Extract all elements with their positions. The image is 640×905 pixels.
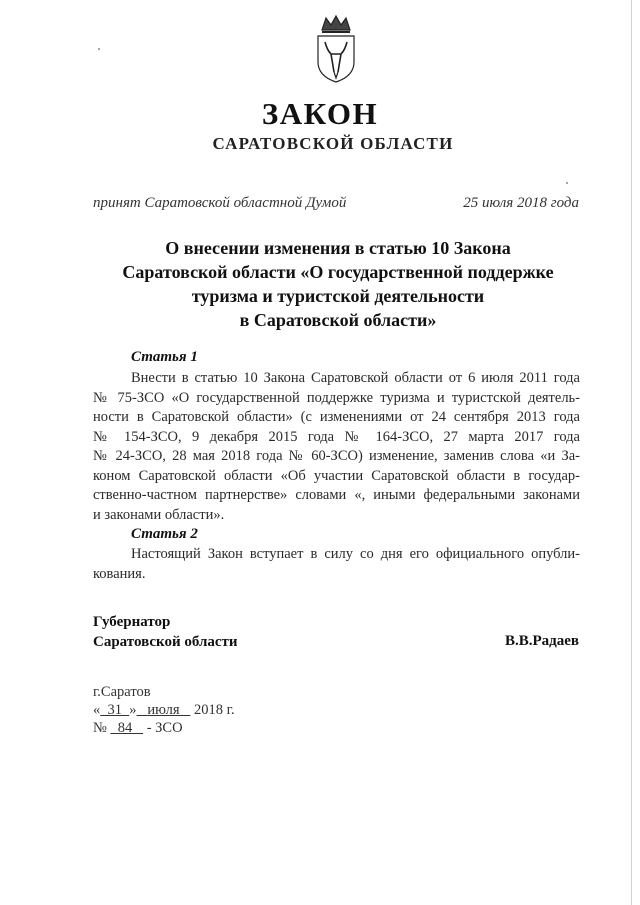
adopted-by-line: принят Саратовской областной Думой: [93, 195, 347, 211]
signing-date: « 31 » июля 2018 г.: [93, 702, 235, 718]
article-2-line: кования.: [93, 565, 146, 582]
article-1-line: коном Саратовской области «Об участии Саратовской области в государ-: [93, 467, 580, 484]
signing-day: 31: [107, 702, 122, 718]
document-heading: [90, 236, 586, 332]
saratov-coat-of-arms-icon: [314, 14, 358, 84]
governor-title: [93, 612, 238, 652]
article-1-body: [93, 369, 580, 525]
scan-speck: [566, 182, 568, 184]
signing-city: г.Саратов: [93, 684, 151, 700]
article-1-line: № 24-ЗСО, 28 мая 2018 года № 60-ЗСО) изменение, заменив слова «и За-: [93, 448, 580, 464]
heading-line: О внесении изменения в статью 10 Закона: [165, 238, 511, 258]
article-2-line: Настоящий Закон вступает в силу со дня его официального опубли-: [131, 546, 580, 562]
article-1-line: Внести в статью 10 Закона Саратовской области от 6 июля 2011 года: [131, 370, 580, 386]
number-value: 84: [117, 720, 133, 736]
law-number: [93, 719, 235, 737]
article-2-label: Статья 2: [131, 526, 198, 542]
scan-speck: [98, 48, 100, 50]
article-1-label: Статья 1: [131, 349, 198, 365]
article-1-line: № 154-ЗСО, 9 декабря 2015 года № 164-ЗСО, 27 марта 2017 года: [93, 428, 580, 445]
governor-title-line: Саратовской области: [93, 634, 238, 650]
signing-details: [93, 683, 235, 737]
article-2-body: [93, 545, 580, 584]
heading-line: Саратовской области «О государственной поддержке: [122, 262, 554, 282]
signing-year: 2018 г.: [194, 702, 235, 718]
article-1-line: и законами области».: [93, 506, 225, 523]
heading-line: туризма и туристской деятельности: [191, 286, 485, 306]
number-suffix: - ЗСО: [146, 720, 183, 736]
governor-name: В.В.Радаев: [504, 633, 579, 649]
governor-title-line: Губернатор: [93, 614, 171, 630]
article-1-line: ственно-частном партнерстве» словами «, иными федеральными законами: [93, 487, 580, 503]
article-1-line: ности в Саратовской области» (с изменениями от 24 сентября 2013 года: [93, 409, 580, 425]
number-prefix: №: [93, 720, 107, 736]
signing-month: июля: [147, 702, 180, 718]
heading-line: в Саратовской области»: [239, 310, 437, 330]
article-1-line: № 75-ЗСО «О государственной поддержке туризма и туристской деятель-: [93, 389, 580, 406]
adoption-date: 25 июля 2018 года: [463, 195, 579, 211]
law-title: ЗАКОН: [261, 96, 379, 131]
law-region: САРАТОВСКОЙ ОБЛАСТИ: [212, 134, 454, 153]
